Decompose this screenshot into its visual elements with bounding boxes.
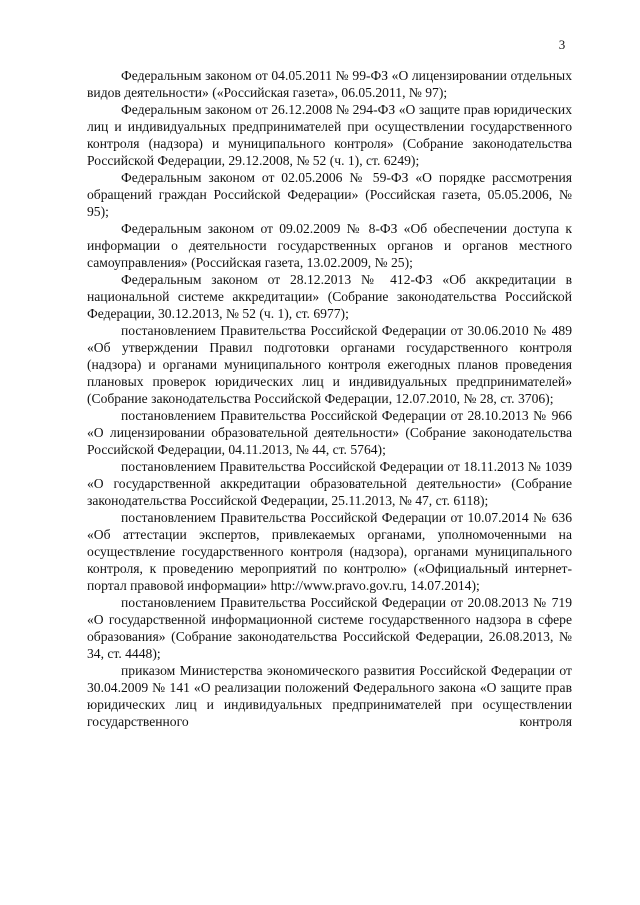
paragraph-decree-966: постановлением Правительства Российской Федерации от 28.10.2013 № 966 «О лицензировании образовательной деятельности» (Собрание законодательства Российской Федерации, 04.11.2013, № 44, ст. 5764); [87, 408, 572, 457]
paragraph-order-141: приказом Министерства экономического развития Российской Федерации от 30.04.2009 № 141 «О реализации положений Федерального закона «О защите прав юридических лиц и индивидуальных предпринимателей при осуществлении государственного контроля [87, 663, 572, 729]
paragraph-law-8-fz: Федеральным законом от 09.02.2009 № 8-ФЗ «Об обеспечении доступа к информации о деятельности государственных органов и органов местного самоуправления» (Российская газета, 13.02.2009, № 25); [87, 221, 572, 270]
paragraph-law-99-fz: Федеральным законом от 04.05.2011 № 99-ФЗ «О лицензировании отдельных видов деятельности» («Российская газета», 06.05.2011, № 97); [87, 68, 572, 100]
paragraph-law-294-fz: Федеральным законом от 26.12.2008 № 294-ФЗ «О защите прав юридических лиц и индивидуальных предпринимателей при осуществлении государственного контроля (надзора) и муниципального контроля» (Собрание законодательства Российской Федерации, 29.12.2008, № 52 (ч. 1), ст. 6249); [87, 102, 572, 168]
paragraph-law-412-fz: Федеральным законом от 28.12.2013 № 412-ФЗ «Об аккредитации в национальной системе аккредитации» (Собрание законодательства Российской Федерации, 30.12.2013, № 52 (ч. 1), ст. 6977); [87, 272, 572, 321]
paragraph-decree-636: постановлением Правительства Российской Федерации от 10.07.2014 № 636 «Об аттестации экспертов, привлекаемых органами, уполномоченными на осуществление государственного контроля (надзора), органами муниципального контроля, к проведению мероприятий по контролю» («Официальный интернет-портал правовой информации» http://www.pravo.gov.ru, 14.07.2014); [87, 510, 572, 593]
paragraph-decree-489: постановлением Правительства Российской Федерации от 30.06.2010 № 489 «Об утверждении Правил подготовки органами государственного контроля (надзора) и органами муниципального контроля ежегодных планов проведения плановых проверок юридических лиц и индивидуальных предпринимателей» (Собрание законодательства Российской Федерации, 12.07.2010, № 28, ст. 3706); [87, 323, 572, 406]
paragraph-law-59-fz: Федеральным законом от 02.05.2006 № 59-ФЗ «О порядке рассмотрения обращений граждан Российской Федерации» (Российская газета, 05.05.2006, № 95); [87, 170, 572, 219]
paragraph-decree-1039: постановлением Правительства Российской Федерации от 18.11.2013 № 1039 «О государственной аккредитации образовательной деятельности» (Собрание законодательства Российской Федерации, 25.11.2013, № 47, ст. 6118); [87, 459, 572, 508]
document-body [87, 67, 572, 730]
page-number: 3 [558, 37, 566, 52]
paragraph-decree-719: постановлением Правительства Российской Федерации от 20.08.2013 № 719 «О государственной информационной системе государственного надзора в сфере образования» (Собрание законодательства Российской Федерации, 26.08.2013, № 34, ст. 4448); [87, 595, 572, 661]
